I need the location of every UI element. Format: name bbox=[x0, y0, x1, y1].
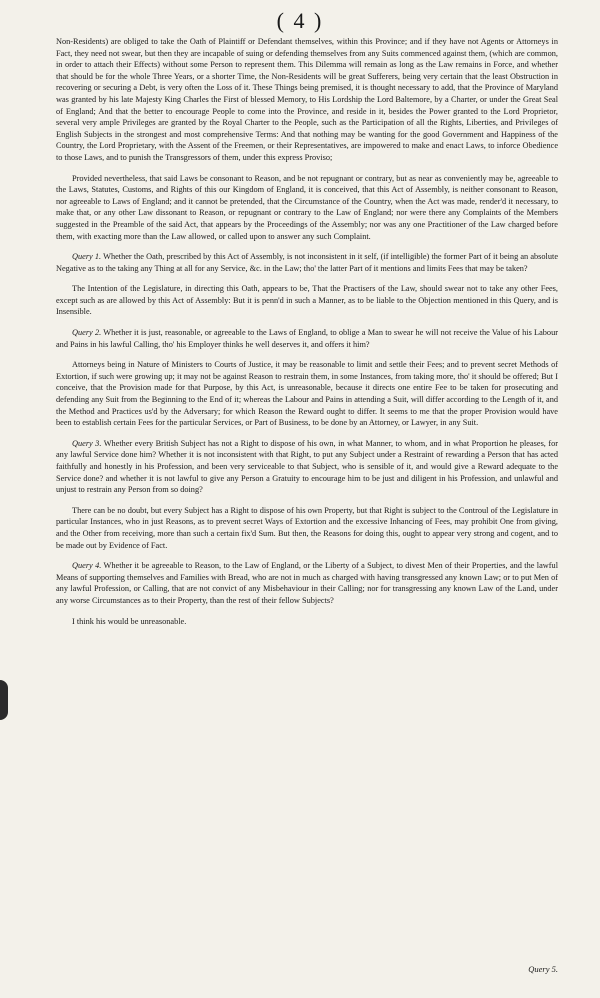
query-2-question: Whether it is just, reasonable, or agreeable to the Laws of England, to oblige a Man to swear he will not receive the Value of his Labour and Pains in his lawful Calling, tho' his Employer thinks he well deserves it, and offers it him? bbox=[56, 328, 558, 349]
query-4-answer: I think his would be unreasonable. bbox=[72, 616, 187, 626]
query-4-question: Whether it be agreeable to Reason, to the Law of England, or the Liberty of a Subject, to divest Men of their Properties, and the lawful Means of supporting themselves and Families with Bread, who are not in much as charged with having transgressed any known Law; or to put Men of any lawful Profession, or Calling, that are not convict of any Misbehaviour in their Calling; nor for transgressing any known Law of the Land, under any worse Circumstances as to their Property, than the rest of their fellow Subjects? bbox=[56, 561, 558, 605]
query-1-label: Query 1. bbox=[72, 252, 102, 262]
query-2 bbox=[56, 327, 558, 350]
query-1 bbox=[56, 251, 558, 274]
query-2-answer: Attorneys being in Nature of Ministers to Courts of Justice, it may be reasonable to limit and settle their Fees; and to prevent secret Methods of Extortion, if such were growing up; it may not be against Reason to restrain them, in some Instances, from taking more, tho' it should be offered; But I conceive, that the Provision made for that Purpose, by this Act, is unreasonable, because it directs one entire Fee to be taken for prosecuting and defending any Suit from the Beginning to the End of it; whereas the Labour and Pains in attending a Suit, will differ according to the Length of it, and the Method and Practices us'd by the Adversary; for which Reason the Reward ought to differ. It seems to me that the proper Provision would have been to establish certain Fees for the particular Services, or Part of Business, to be done by an Attorney, or Lawyer, in any Suit. bbox=[56, 360, 558, 428]
query-3-answer: There can be no doubt, but every Subject has a Right to dispose of his own Property, but that Right is subject to the Controul of the Legislature in particular Instances, who in just Reasons, as to prevent secret Ways of Extortion and the excessive Inhancing of Fees, may prohibit One from giving, and the Other from receiving, more than such a certain fix'd Sum. But then, the Reasons for doing this, ought to appear very strong and cogent, and to be made out by Evidence of Fact. bbox=[56, 505, 558, 550]
document-body bbox=[56, 36, 558, 636]
page-number: ( 4 ) bbox=[276, 8, 324, 33]
query-1-question: Whether the Oath, prescribed by this Act of Assembly, is not inconsistent in it self, (if intelligible) the former Part of it being an absolute Negative as to the taking any Thing at all for any Service, &c. in the Law; tho' the latter Part of it mentions and limits Fees that may be taken? bbox=[56, 252, 558, 273]
page-edge-shadow bbox=[0, 680, 8, 720]
query-3-question: Whether every British Subject has not a Right to dispose of his own, in what Manner, to whom, and in what Proportion he pleases, for any lawful Service done him? Whether it is not inconsistent with that Right, to put any Subject under a Restraint of rewarding a Person that has acted faithfully and honestly in his Profession, and been very serviceable to that Subject, who is sensible of it, and would give a Reward adequate to the Service done? and whether it is not lawful to give any Person a Gratuity to encourage him to be just and diligent in his Profession, and unlawful and unjust to restrain any Person from so doing? bbox=[56, 438, 558, 495]
query-1-answer: The Intention of the Legislature, in directing this Oath, appears to be, That the Practisers of the Law, should swear not to take any other Fees, except such as are allowed by this Act of Assembly: But it is penn'd in such a Manner, as to be liable to the Objection mentioned in this Query, and is Insensible. bbox=[56, 284, 558, 317]
query-3-label: Query 3. bbox=[72, 438, 102, 448]
catchword: Query 5. bbox=[528, 964, 558, 974]
query-4-label: Query 4. bbox=[72, 561, 102, 571]
query-4 bbox=[56, 560, 558, 606]
query-3 bbox=[56, 438, 558, 496]
paragraph-1: Non-Residents) are obliged to take the Oath of Plaintiff or Defendant themselves, within this Province; and if they have not Agents or Attorneys in Fact, they need not swear, but then they are incapable of suing or defending themselves from any Suits commenced against them, (which are common, in order to attach their Effects) without some Person to represent them. This Dilemma will remain as long as the Law remains in Force, and whether that should be for the whole Three Years, or a shorter Time, the Non-Residents will be great Sufferers, being very certain that the least Obstruction in recovering or securing a Debt, is very often the Loss of it. These Things being premised, it is thought necessary to add, that the Province of Maryland was granted by his late Majesty King Charles the First of blessed Memory, to His Lordship the Lord Baltemore, by a Charter, or under the Great Seal of England; And that the better to encourage People to come into the Province, and reside in it, besides the Power granted to the Lord Proprietor, several very ample Privileges are granted by the Royal Charter to the People, such as the Participation of all the Rights, Liberties, and Privileges of English Subjects in the strongest and most comprehensive Terms: And that nothing may be wanting for the good Government and Happiness of the Country, the Lord Proprietary, with the Assent of the Freemen, or their Representatives, are impowered to make and enact Laws, to inforce Obedience to those Laws, and to punish the Transgressors of them, under this express Proviso; bbox=[56, 37, 558, 162]
query-2-label: Query 2. bbox=[72, 328, 102, 338]
paragraph-2: Provided nevertheless, that said Laws be consonant to Reason, and be not repugnant or contrary, but as near as conveniently may be, agreeable to the Laws, Statutes, Customs, and Rights of this our Kingdom of England, it is conceived, that this Act of Assembly, is neither consonant to Reason, nor agreeable to Laws of England; and it cannot be pretended, that the Circumstance of the Country, when the Act was made, render'd it necessary, to make that, or any other Law dissonant to Reason, or repugnant or contrary to the Law of England; nor were there any Complaints of the Members suggested in the Preamble of the said Act, that appears by the Proceedings of the Assembly; nor was any one Practitioner of the Law charged before them, with exacting more than the Law allowed, or called upon to answer any such Complaint. bbox=[56, 173, 558, 241]
